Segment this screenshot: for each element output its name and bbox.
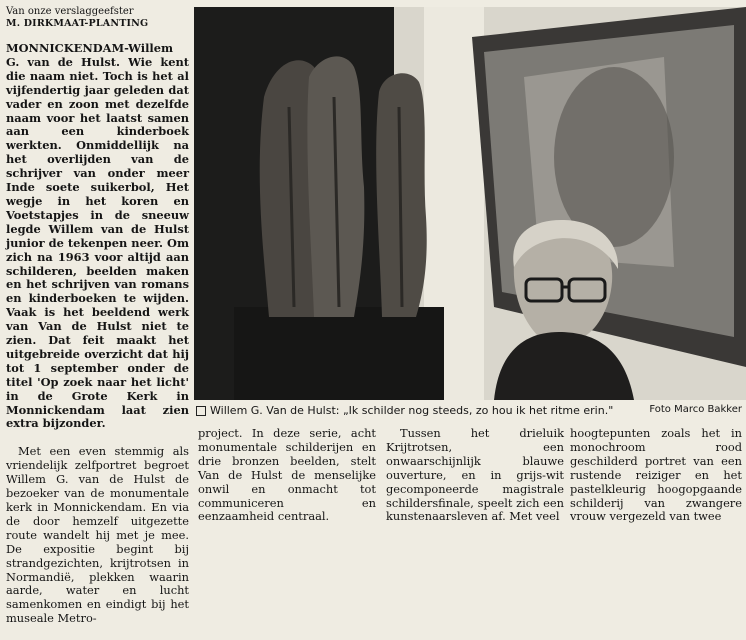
photo-credit: Foto Marco Bakker — [649, 404, 742, 415]
article-column-4 — [570, 426, 742, 524]
column-3-text: Tussen het drieluik Krijtrotsen, een onwaarschijnlijk blauwe ouverture, en in grijs-wit gecomponeerde magistrale schildersfinale, speelt zich een kunstenaarsleven af. Met veel — [386, 426, 564, 524]
column-2-text: project. In deze serie, acht monumentale schilderijen en drie bronzen beelden, stelt Van de Hulst de menselijke onwil en onmacht tot communiceren en eenzaamheid centraal. — [198, 426, 376, 524]
photo-caption — [196, 404, 742, 420]
article-paragraph-2: Met een even stemmig als vriendelijk zelfportret begroet Willem G. van de Hulst de bezoeker van de monumentale kerk in Monnickendam. En via de door hemzelf uitgezette route wandelt hij met je mee. De expositie begint bij strandgezichten, krijtrotsen in Normandië, plekken waarin aarde, water en lucht samenkomen en eindigt bij het museale Metro- — [6, 444, 189, 626]
column-4-text: hoogtepunten zoals het in monochroom rood geschilderd portret van een rustende reiziger en het pastelkleurig hoogopgaande schilderij van zwangere vrouw vergezeld van twee — [570, 426, 742, 524]
article-lead-paragraph: MONNICKENDAM-Willem G. van de Hulst. Wie kent die naam niet. Toch is het al vijfendertig jaar geleden dat vader en zoon met dezelfde naam voor het laatst samen aan een kinderboek werkten. Onmiddellijk na het overlijden van de schrijver van onder meer Inde soete suikerbol, Het wegje in het koren en Voetstapjes in de sneeuw legde Willem van de Hulst junior de tekenpen neer. Om zich na 1963 voor altijd aan schilderen, beelden maken en het schrijven van romans en kinderboeken te wijden. Vaak is het beeldend werk van Van de Hulst niet te zien. Dat feit maakt het uitgebreide overzicht dat hij tot 1 september onder de titel 'Op zoek naar het licht' in de Grote Kerk in Monnickendam laat zien extra bijzonder. — [6, 41, 189, 431]
article-column-left — [6, 42, 189, 640]
article-column-3 — [386, 426, 564, 524]
caption-square-icon — [196, 406, 206, 416]
byline-author: M. DIRKMAAT-PLANTING — [6, 18, 149, 29]
article-column-2 — [198, 426, 376, 524]
byline-label: Van onze verslaggeefster — [6, 6, 134, 17]
caption-text: Willem G. Van de Hulst: „Ik schilder nog steeds, zo hou ik het ritme erin." — [210, 404, 614, 417]
byline — [6, 6, 186, 30]
article-photo — [194, 7, 746, 400]
